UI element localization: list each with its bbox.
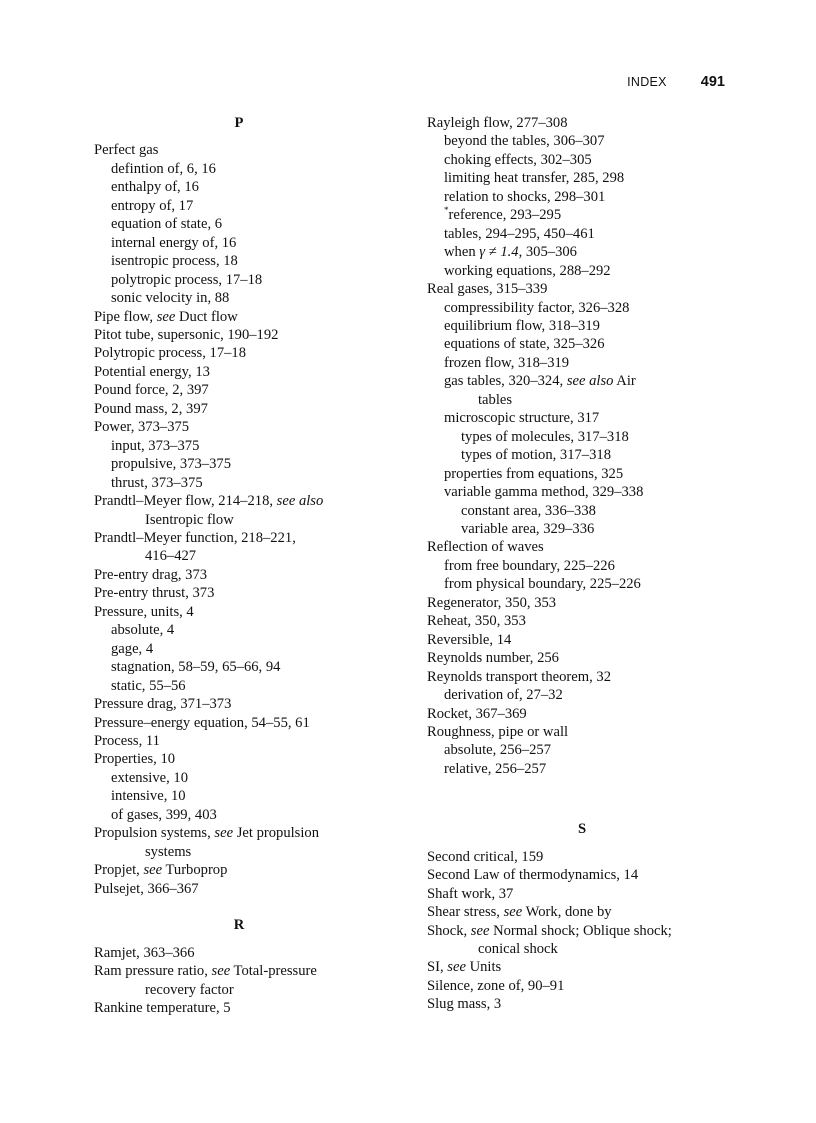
entry-text: isentropic process, 18 — [111, 253, 238, 270]
superscript-mark: * — [444, 205, 449, 216]
entry-text: Turboprop — [162, 862, 228, 879]
index-entry — [94, 178, 384, 196]
index-entry — [427, 686, 737, 704]
entry-text: Pound mass, 2, 397 — [94, 400, 208, 417]
entry-text: Pulsejet, 366–367 — [94, 880, 199, 897]
entry-text: Prandtl–Meyer flow, 214–218, — [94, 493, 277, 510]
entry-text: Propulsion systems, — [94, 825, 215, 842]
entry-text: Rayleigh flow, 277–308 — [427, 115, 568, 131]
index-entry — [427, 428, 737, 446]
entry-text: Shaft work, 37 — [427, 885, 514, 902]
entry-text: constant area, 336–338 — [461, 502, 596, 519]
entry-text: types of molecules, 317–318 — [461, 428, 629, 445]
entry-text: Jet propulsion — [233, 825, 320, 842]
index-entry — [94, 455, 384, 473]
index-entry — [94, 640, 384, 658]
index-entry — [427, 903, 737, 921]
entry-list-r-left — [94, 944, 384, 1018]
entry-text: Pre-entry thrust, 373 — [94, 585, 215, 602]
index-entry — [427, 741, 737, 759]
see-reference: see also — [566, 373, 614, 390]
index-entry — [94, 787, 384, 805]
section-heading-r: R — [233, 917, 245, 934]
index-entry — [94, 695, 384, 713]
index-entry — [94, 962, 384, 980]
index-entry — [427, 922, 737, 940]
index-entry — [94, 437, 384, 455]
index-entry — [427, 612, 737, 630]
index-entry — [427, 243, 737, 261]
entry-text: Pre-entry drag, 373 — [94, 566, 208, 583]
entry-text: working equations, 288–292 — [444, 262, 611, 279]
entry-text: propulsive, 373–375 — [111, 456, 231, 473]
index-entry — [94, 252, 384, 270]
index-entry — [94, 381, 384, 399]
entry-text: Slug mass, 3 — [427, 996, 502, 1013]
entry-text: Air — [613, 373, 636, 390]
index-column-right — [427, 114, 737, 1014]
entry-text: Prandtl–Meyer function, 218–221, — [94, 529, 296, 546]
entry-continuation: systems — [145, 843, 192, 860]
entry-text: Ramjet, 363–366 — [94, 944, 195, 961]
see-reference: see — [214, 825, 234, 842]
index-entry — [427, 502, 737, 520]
index-entry — [94, 400, 384, 418]
see-reference: see — [447, 959, 466, 976]
entry-text: stagnation, 58–59, 65–66, 94 — [111, 659, 281, 676]
entry-text: defintion of, 6, 16 — [111, 160, 216, 177]
entry-text: Perfect gas — [94, 142, 159, 159]
entry-text: Duct flow — [175, 308, 238, 325]
entry-text: Ram pressure ratio, — [94, 963, 212, 980]
entry-text: Total-pressure — [230, 963, 317, 980]
index-entry — [427, 575, 737, 593]
index-entry — [94, 141, 384, 159]
entry-text: sonic velocity in, 88 — [111, 290, 230, 307]
index-entry — [427, 649, 737, 667]
index-entry — [427, 723, 737, 741]
index-entry — [427, 317, 737, 335]
entry-text: internal energy of, 16 — [111, 234, 237, 251]
entry-text: equation of state, 6 — [111, 216, 223, 233]
entry-text: gas tables, 320–324, — [444, 373, 567, 390]
entry-text: input, 373–375 — [111, 437, 200, 454]
entry-list-s — [427, 848, 737, 1014]
entry-text: Work, done by — [522, 904, 612, 921]
entry-text: Reynolds transport theorem, 32 — [427, 668, 612, 685]
entry-text: Shear stress, — [427, 904, 504, 921]
entry-text: of gases, 399, 403 — [111, 806, 217, 823]
index-entry — [94, 363, 384, 381]
index-entry — [427, 483, 737, 501]
index-entry — [94, 474, 384, 492]
index-entry — [427, 848, 737, 866]
index-entry — [427, 151, 737, 169]
entry-text: choking effects, 302–305 — [444, 151, 592, 168]
entry-text: Pressure–energy equation, 54–55, 61 — [94, 714, 310, 731]
index-entry — [427, 465, 737, 483]
entry-text: Pipe flow, — [94, 308, 157, 325]
index-entry — [427, 372, 737, 390]
index-entry — [94, 658, 384, 676]
entry-continuation: 416–427 — [145, 548, 197, 565]
index-entry — [94, 769, 384, 787]
entry-text: Reflection of waves — [427, 539, 544, 556]
running-header — [627, 74, 725, 94]
index-entry — [94, 418, 384, 436]
index-entry — [94, 584, 384, 602]
see-reference: see — [211, 963, 231, 980]
entry-text: intensive, 10 — [111, 788, 186, 805]
index-entry — [427, 995, 737, 1013]
index-entry — [94, 861, 384, 879]
entry-text: extensive, 10 — [111, 769, 189, 786]
entry-text: equilibrium flow, 318–319 — [444, 317, 600, 334]
entry-text: Power, 373–375 — [94, 419, 190, 436]
entry-continuation: Isentropic flow — [145, 511, 234, 528]
index-entry — [427, 188, 737, 206]
index-entry — [427, 668, 737, 686]
entry-text: Rocket, 367–369 — [427, 705, 527, 722]
index-entry — [94, 824, 384, 842]
index-entry — [94, 806, 384, 824]
entry-text: types of motion, 317–318 — [461, 447, 611, 464]
entry-text: gage, 4 — [111, 640, 154, 657]
index-entry — [94, 326, 384, 344]
entry-text: from free boundary, 225–226 — [444, 557, 615, 574]
index-entry — [427, 335, 737, 353]
index-entry — [94, 271, 384, 289]
index-entry — [94, 529, 384, 547]
index-entry — [427, 262, 737, 280]
entry-list-r-right — [427, 114, 737, 778]
index-column-left — [94, 114, 384, 1018]
entry-text: polytropic process, 17–18 — [111, 271, 263, 288]
index-entry — [427, 225, 737, 243]
index-entry — [94, 234, 384, 252]
see-reference: see also — [276, 493, 324, 510]
entry-text: entropy of, 17 — [111, 197, 194, 214]
index-entry — [427, 538, 737, 556]
page-number: 491 — [700, 74, 725, 90]
index-entry — [427, 446, 737, 464]
entry-text: equations of state, 325–326 — [444, 336, 605, 353]
entry-text: Propjet, — [94, 862, 144, 879]
entry-text: when — [444, 244, 480, 261]
entry-text: absolute, 4 — [111, 622, 175, 639]
entry-text: SI, — [427, 959, 448, 976]
index-entry — [427, 885, 737, 903]
entry-continuation: tables — [478, 391, 513, 408]
see-reference: see — [470, 922, 490, 939]
see-reference: see — [503, 904, 523, 921]
entry-text: Polytropic process, 17–18 — [94, 345, 247, 362]
index-entry — [427, 866, 737, 884]
entry-text: Reversible, 14 — [427, 631, 512, 648]
index-entry — [427, 557, 737, 575]
see-reference: see — [156, 308, 176, 325]
index-entry — [427, 958, 737, 976]
entry-text: frozen flow, 318–319 — [444, 354, 570, 371]
entry-continuation: recovery factor — [145, 981, 234, 998]
entry-text: properties from equations, 325 — [444, 465, 624, 482]
entry-text: Reynolds number, 256 — [427, 650, 559, 667]
entry-text: Second critical, 159 — [427, 848, 544, 865]
index-entry — [94, 714, 384, 732]
entry-text: Real gases, 315–339 — [427, 281, 548, 298]
entry-text: Roughness, pipe or wall — [427, 723, 569, 740]
entry-text: variable gamma method, 329–338 — [444, 484, 644, 501]
entry-text: microscopic structure, 317 — [444, 410, 600, 427]
index-entry — [94, 621, 384, 639]
index-entry — [94, 492, 384, 510]
entry-text: relation to shocks, 298–301 — [444, 188, 606, 205]
index-entry — [427, 594, 737, 612]
index-entry — [94, 732, 384, 750]
entry-text: Normal shock; Oblique shock; — [489, 922, 672, 939]
entry-text: Process, 11 — [94, 732, 160, 749]
index-entry — [94, 344, 384, 362]
entry-text: Pitot tube, supersonic, 190–192 — [94, 326, 279, 343]
index-entry — [427, 409, 737, 427]
index-entry — [94, 880, 384, 898]
index-entry — [94, 308, 384, 326]
entry-text: limiting heat transfer, 285, 298 — [444, 170, 625, 187]
index-entry — [94, 603, 384, 621]
math-expression: γ ≠ 1.4 — [479, 244, 519, 261]
index-entry — [427, 299, 737, 317]
index-entry — [427, 705, 737, 723]
entry-text: Shock, — [427, 922, 471, 939]
index-entry — [427, 520, 737, 538]
index-entry — [427, 977, 737, 995]
index-entry — [427, 760, 737, 778]
entry-text: from physical boundary, 225–226 — [444, 576, 641, 593]
index-entry — [427, 354, 737, 372]
entry-text: enthalpy of, 16 — [111, 179, 199, 196]
entry-text: Units — [465, 959, 502, 976]
entry-text: Potential energy, 13 — [94, 363, 210, 380]
entry-text: Regenerator, 350, 353 — [427, 594, 557, 611]
entry-text: , 305–306 — [518, 244, 577, 261]
entry-list-p — [94, 141, 384, 898]
section-heading-s: S — [577, 821, 587, 838]
entry-text: Second Law of thermodynamics, 14 — [427, 867, 639, 884]
entry-text: tables, 294–295, 450–461 — [444, 225, 595, 242]
entry-text: Rankine temperature, 5 — [94, 1000, 231, 1017]
running-header-label: INDEX — [627, 75, 667, 89]
entry-continuation: conical shock — [478, 941, 558, 958]
index-entry — [427, 280, 737, 298]
index-entry — [427, 631, 737, 649]
entry-text: thrust, 373–375 — [111, 474, 203, 491]
index-entry — [94, 750, 384, 768]
entry-text: Properties, 10 — [94, 751, 176, 768]
index-entry — [94, 160, 384, 178]
entry-text: Pound force, 2, 397 — [94, 382, 209, 399]
entry-text: Pressure drag, 371–373 — [94, 696, 232, 713]
see-reference: see — [143, 862, 163, 879]
index-entry — [94, 999, 384, 1017]
index-entry — [94, 215, 384, 233]
index-entry — [94, 289, 384, 307]
entry-text: variable area, 329–336 — [461, 520, 595, 537]
section-heading-p: P — [234, 115, 244, 131]
entry-text: derivation of, 27–32 — [444, 687, 563, 704]
index-entry — [427, 114, 737, 132]
entry-text: relative, 256–257 — [444, 760, 547, 777]
entry-text: compressibility factor, 326–328 — [444, 299, 630, 316]
index-entry — [94, 944, 384, 962]
index-entry — [427, 169, 737, 187]
entry-text: beyond the tables, 306–307 — [444, 133, 605, 150]
entry-text: absolute, 256–257 — [444, 742, 552, 759]
index-entry — [94, 566, 384, 584]
index-entry — [94, 677, 384, 695]
index-entry — [427, 206, 737, 224]
entry-text: reference, 293–295 — [448, 207, 562, 224]
index-entry — [94, 197, 384, 215]
index-entry — [427, 132, 737, 150]
entry-text: static, 55–56 — [111, 677, 186, 694]
entry-text: Silence, zone of, 90–91 — [427, 977, 565, 994]
entry-text: Reheat, 350, 353 — [427, 613, 526, 630]
entry-text: Pressure, units, 4 — [94, 603, 194, 620]
